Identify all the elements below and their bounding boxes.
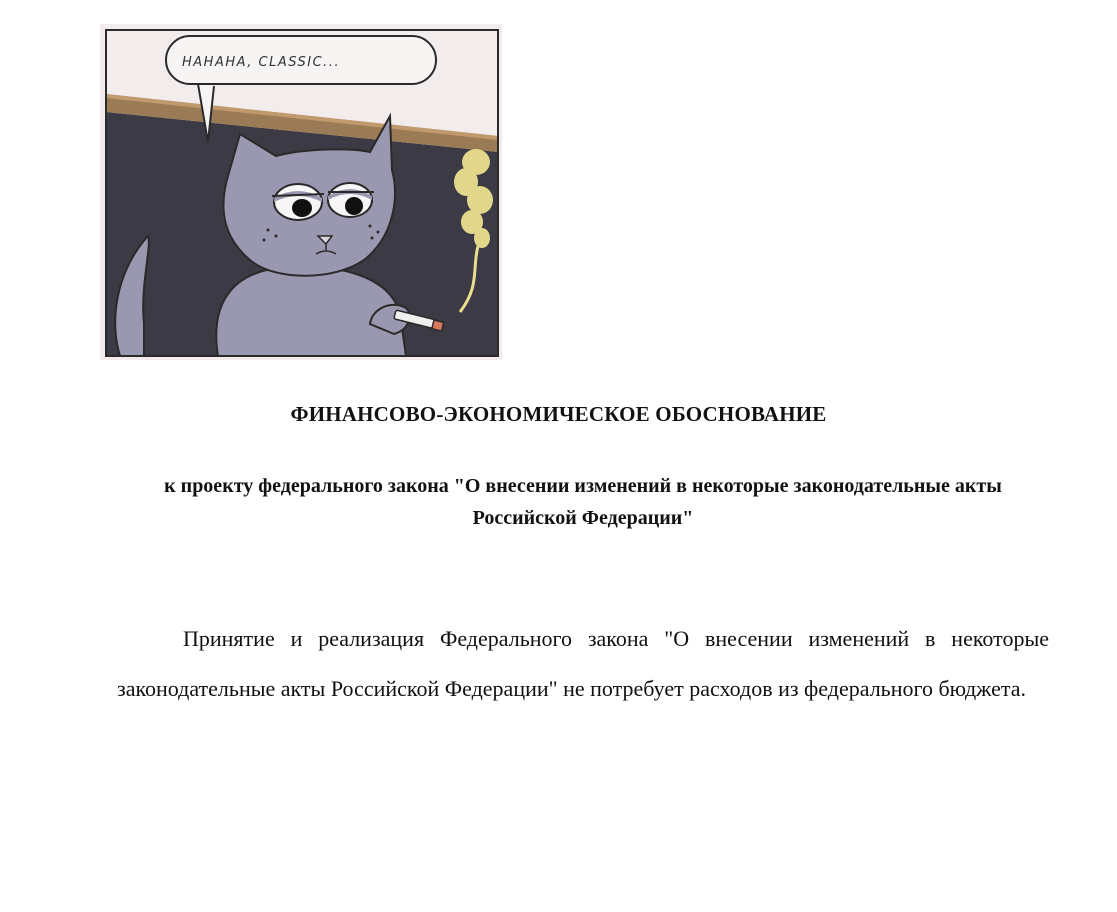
document-title: ФИНАНСОВО-ЭКОНОМИЧЕСКОЕ ОБОСНОВАНИЕ <box>290 402 827 426</box>
document-body-paragraph: Принятие и реализация Федерального закона "О внесении изменений в некоторые законодательные акты Российской Федерации" не потребует расходов из федерального бюджета. <box>117 626 1049 701</box>
comic-panel-image <box>100 24 502 360</box>
cat-illustration <box>100 24 502 360</box>
speech-bubble-text: HAHAHA, CLASSIC... <box>182 55 341 70</box>
document-subtitle: к проекту федерального закона "О внесении изменений в некоторые законодательные акты Российской Федерации" <box>164 475 1002 529</box>
